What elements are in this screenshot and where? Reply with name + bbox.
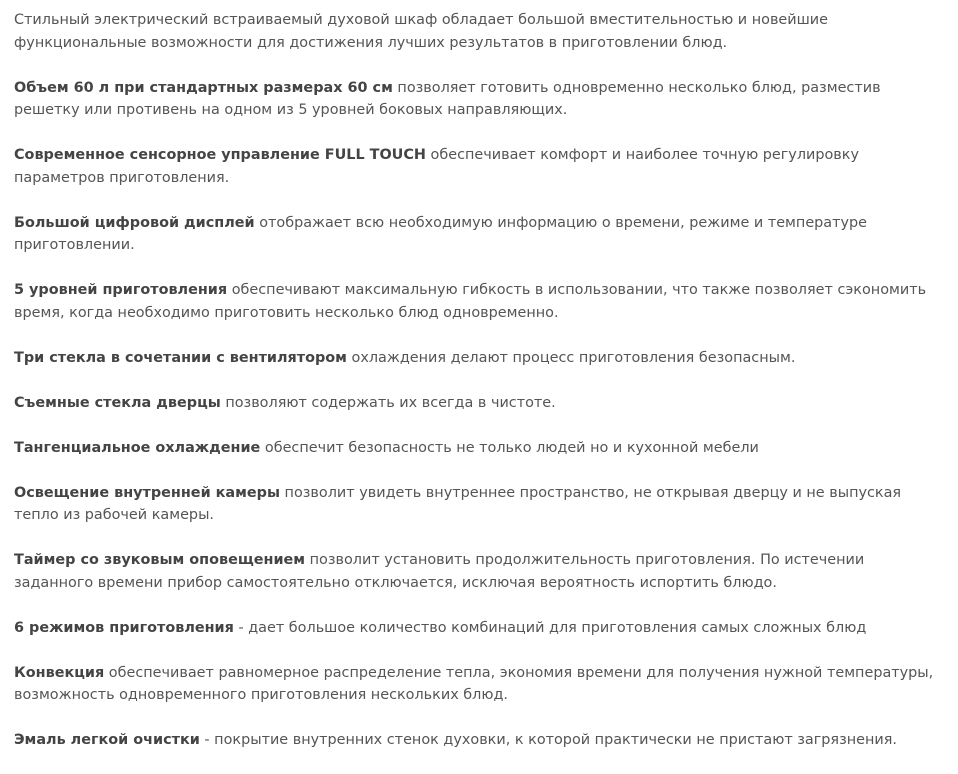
feature-timer <box>14 549 944 594</box>
feature-text: - покрытие внутренних стенок духовки, к которой практически не пристают загрязнения. <box>199 732 898 748</box>
feature-text: позволит установить продолжительность приготовления. По истечении заданного времени прибор самостоятельно отключается, исключая вероятность испортить блюдо. <box>14 552 865 591</box>
feature-tangential-cooling <box>14 437 944 460</box>
feature-levels <box>14 279 944 324</box>
feature-text: позволяют содержать их всегда в чистоте. <box>220 394 556 411</box>
feature-title: Таймер со звуковым оповещением <box>14 552 306 568</box>
feature-lighting <box>14 482 944 527</box>
feature-title: Съемные стекла дверцы <box>14 394 221 411</box>
feature-text: позволит увидеть внутреннее пространство, не открывая дверцу и не выпуская тепло из рабочей камеры. <box>14 484 902 523</box>
product-description <box>14 9 944 774</box>
feature-title: Освещение внутренней камеры <box>14 484 280 501</box>
feature-touch-control <box>14 144 944 189</box>
feature-title: Тангенциальное охлаждение <box>14 439 261 456</box>
feature-text: охлаждения делают процесс приготовления безопасным. <box>346 349 796 366</box>
feature-title: Эмаль легкой очистки <box>14 732 200 748</box>
feature-title: Конвекция <box>14 664 105 681</box>
feature-removable-glass <box>14 392 944 415</box>
feature-title: 6 режимов приготовления <box>14 619 234 636</box>
feature-modes <box>14 617 944 640</box>
feature-title: Три стекла в сочетании с вентилятором <box>14 349 347 366</box>
feature-text: обеспечит безопасность не только людей но и кухонной мебели <box>260 439 759 456</box>
feature-text: обеспечивают максимальную гибкость в использовании, что также позволяет сэкономить время, когда необходимо приготовить несколько блюд одновременно. <box>14 282 927 321</box>
intro-paragraph: Стильный электрический встраиваемый духовой шкаф обладает большой вместительностью и новейшие функциональные возможности для достижения лучших результатов в приготовлении блюд. <box>14 12 829 51</box>
feature-title: Большой цифровой дисплей <box>14 214 255 231</box>
feature-text: - дает большое количество комбинаций для приготовления самых сложных блюд <box>233 619 867 636</box>
feature-text: обеспечивает комфорт и наиболее точную регулировку параметров приготовления. <box>14 147 859 186</box>
feature-text: отображает всю необходимую информацию о времени, режиме и температуре приготовлении. <box>14 214 868 253</box>
feature-display <box>14 212 944 257</box>
feature-glass-fan <box>14 347 944 370</box>
feature-text: позволяет готовить одновременно несколько блюд, разместив решетку или противень на одном из 5 уровней боковых направляющих. <box>14 79 881 118</box>
feature-text: обеспечивает равномерное распределение тепла, экономия времени для получения нужной температуры, возможность одновременного приготовления нескольких блюд. <box>14 664 934 703</box>
feature-title: Современное сенсорное управление FULL TOUCH <box>14 147 426 163</box>
feature-enamel <box>14 729 944 752</box>
feature-title: Объем 60 л при стандартных размерах 60 см <box>14 79 393 96</box>
feature-convection <box>14 662 944 707</box>
feature-volume <box>14 77 944 122</box>
feature-title: 5 уровней приготовления <box>14 282 228 298</box>
